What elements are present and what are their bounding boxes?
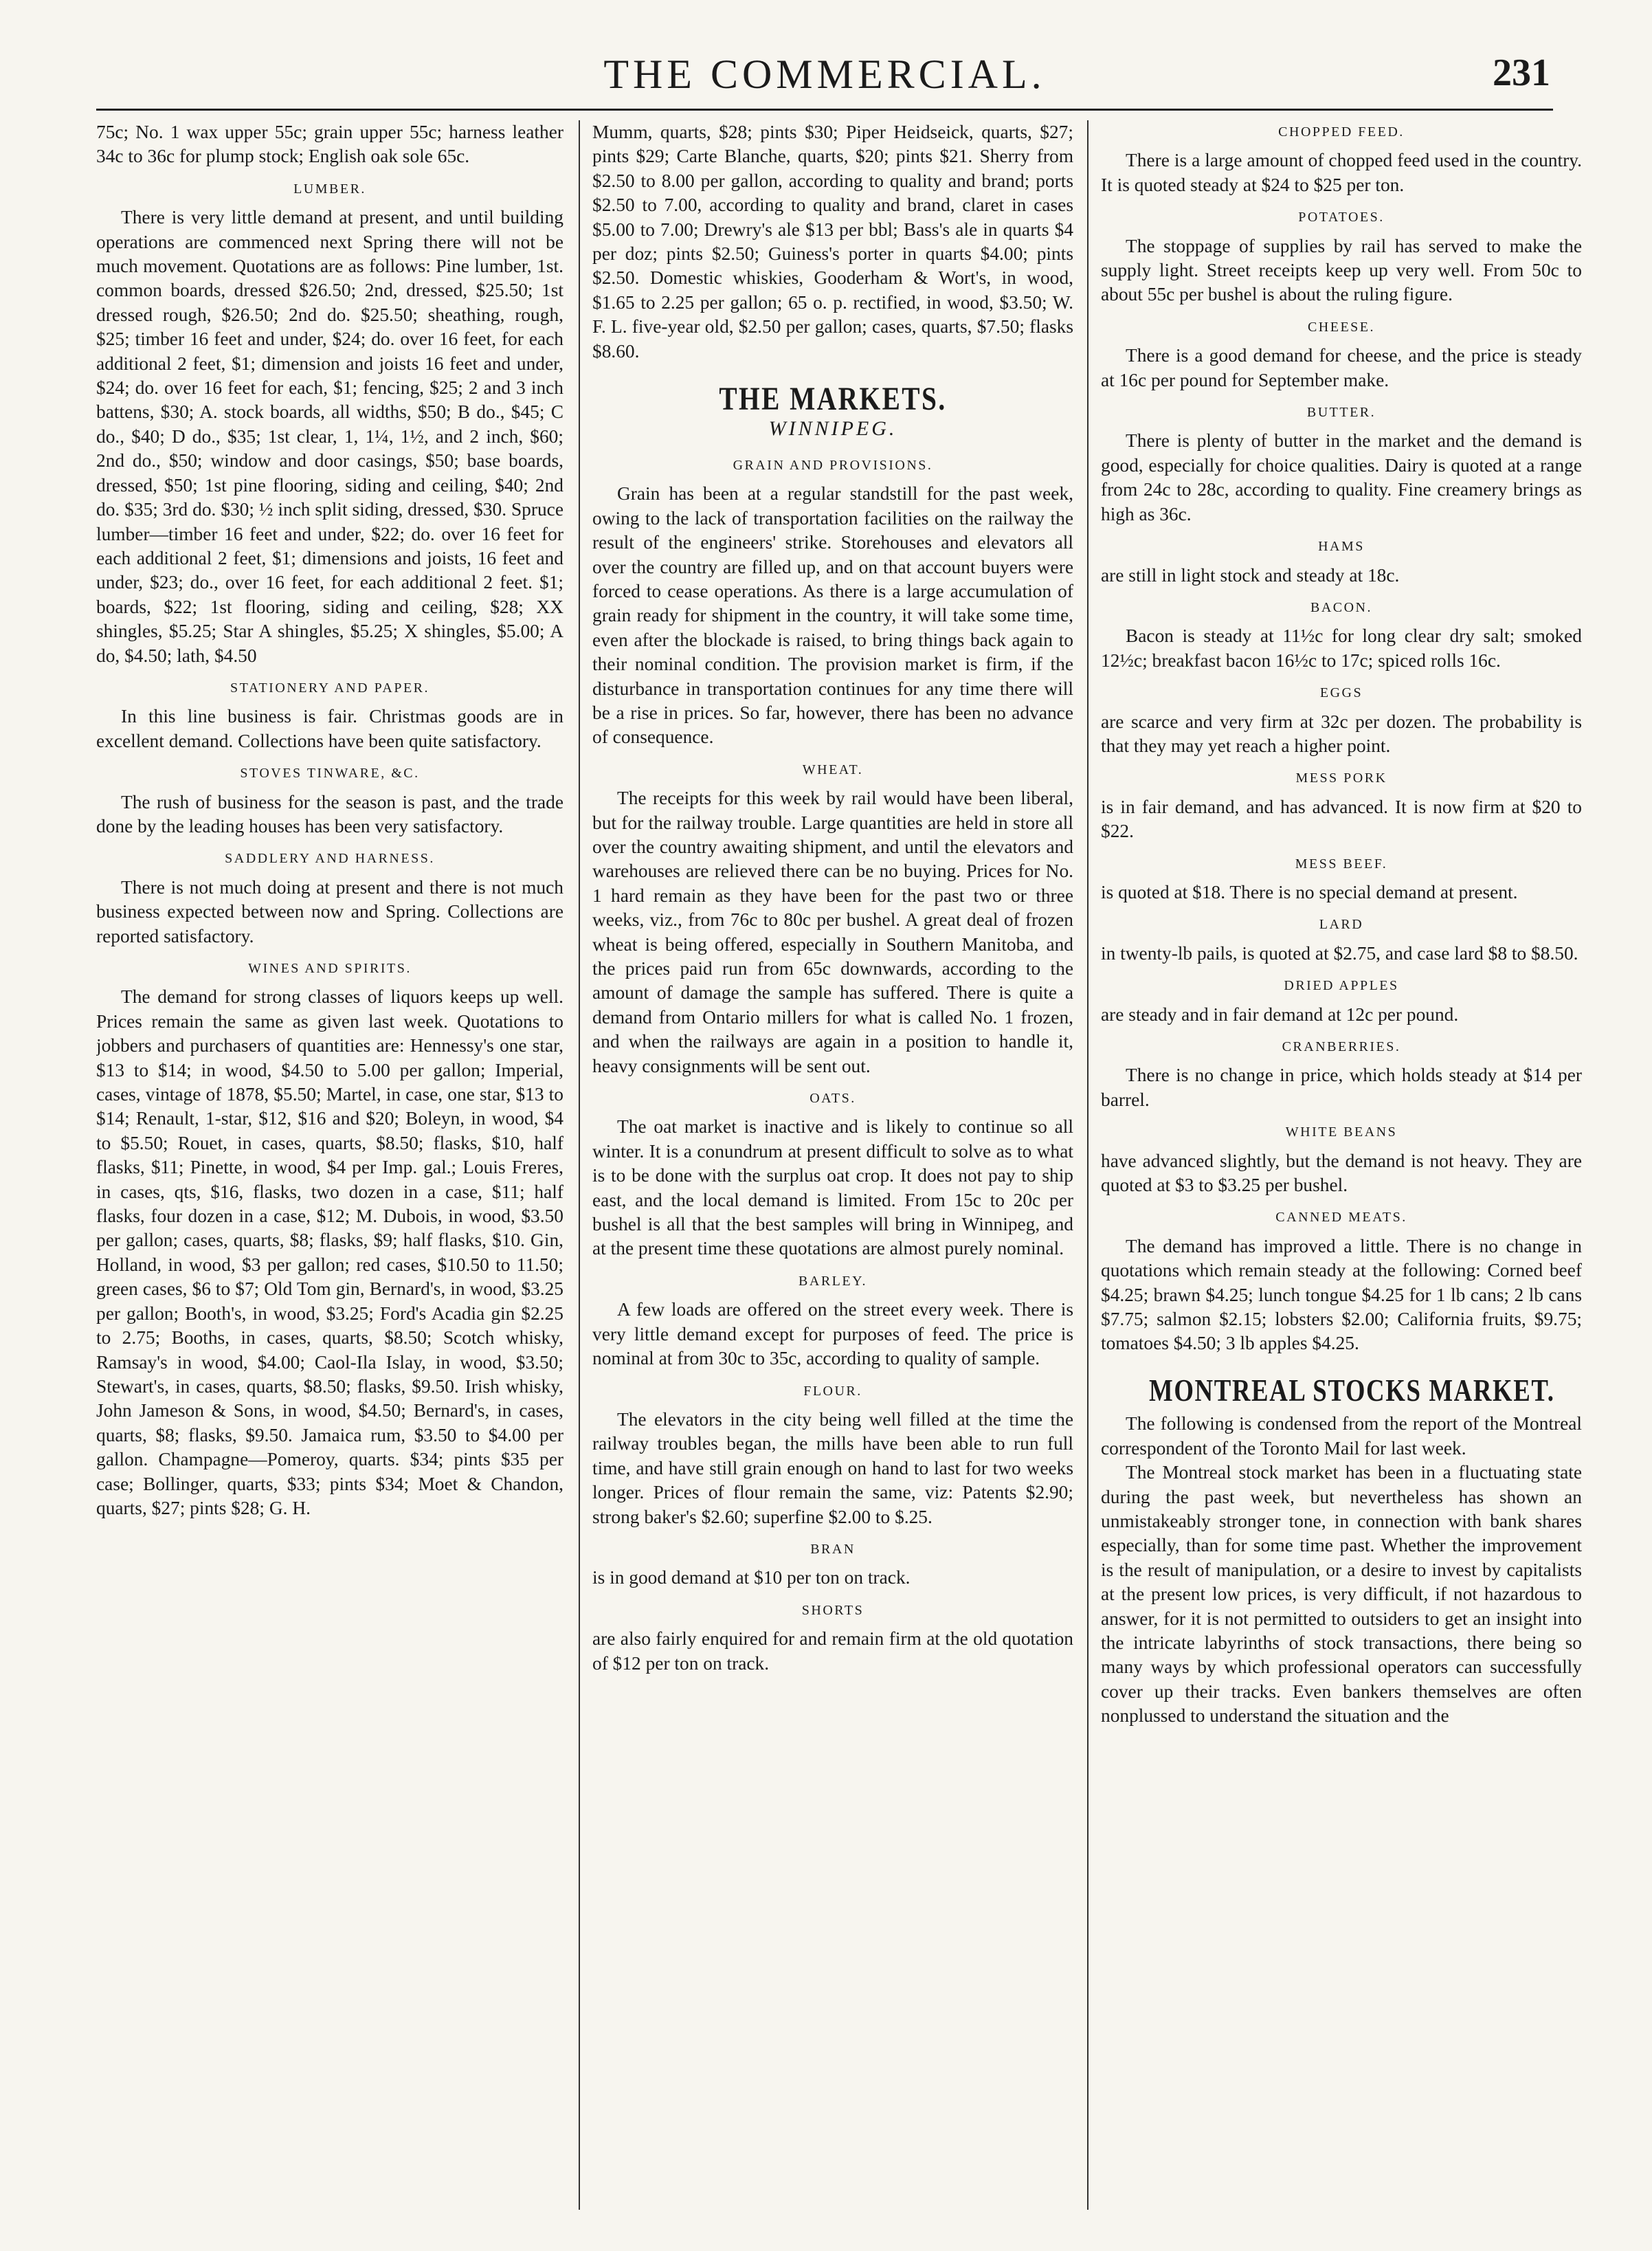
heading-shorts: SHORTS — [801, 1602, 864, 1618]
heading-flour: FLOUR. — [803, 1383, 862, 1399]
heading-wheat: WHEAT. — [802, 762, 864, 777]
leather-continued: 75c; No. 1 wax upper 55c; grain upper 55c; harness leather 34c to 36c for plump stock; English oak sole 65c. — [96, 122, 563, 167]
heading-hams: HAMS — [1318, 539, 1365, 555]
heading-cranberries: CRANBERRIES. — [1282, 1039, 1401, 1054]
heading-lumber: LUMBER. — [293, 181, 366, 197]
column-2 — [592, 120, 1073, 2210]
markets-subtitle: WINNIPEG. — [768, 417, 897, 441]
dried-apples-text: are steady and in fair demand at 12c per pound. — [1101, 1003, 1459, 1025]
wheat-text: The receipts for this week by rail would have been liberal, but for the railway trouble. Large quantities are held in store all over the country awaiting shipment, and until the elevators and warehouses are relieved there can be no buying. Prices for No. 1 hard remain as they have been for the past two or three weeks, viz., from 76c to 80c per bushel. A great deal of frozen wheat is being offered, especially in Southern Manitoba, and the prices paid run from 65c downwards, according to the amount of damage the sample has suffered. There is quite a demand from Ontario millers for what is called No. 1 frozen, and when the railways are again in a position to handle it, heavy consignments will be sent out. — [592, 788, 1073, 1076]
markets-title: THE MARKETS. — [719, 381, 947, 418]
cheese-text: There is a good demand for cheese, and the price is steady at 16c per pound for September make. — [1101, 345, 1582, 390]
grain-text: Grain has been at a regular standstill for the past week, owing to the lack of transportation facilities on the railway the result of the engineers' strike. Storehouses and elevators all over the country are filled up, and on that account buyers were forced to cease operations. As there is a large accumulation of grain ready for shipment in the country, it will take some time, even after the blockade is raised, to bring things back again to their nominal condition. The provision market is firm, if the disturbance in transportation continues for any time there will be a rise in prices. So far, however, there has been no advance of consequence. — [592, 483, 1073, 748]
mess-pork-text: is in fair demand, and has advanced. It is now firm at $20 to $22. — [1101, 796, 1582, 842]
bacon-text: Bacon is steady at 11½c for long clear dry salt; smoked 12½c; breakfast bacon 16½c to 17c; spiced rolls 16c. — [1101, 625, 1582, 671]
lard-text: in twenty-lb pails, is quoted at $2.75, and case lard $8 to $8.50. — [1101, 942, 1578, 964]
stationery-text: In this line business is fair. Christmas goods are in excellent demand. Collections have been quite satisfactory. — [96, 706, 563, 751]
shorts-text: are also fairly enquired for and remain firm at the old quotation of $12 per ton on track. — [592, 1628, 1073, 1674]
butter-text: There is plenty of butter in the market and the demand is good, especially for choice qualities. Dairy is quoted at a range from 24c to 28c, according to quality. Fine creamery brings as high as 36c. — [1101, 430, 1582, 524]
stocks-body: The Montreal stock market has been in a fluctuating state during the past week, but nevertheless has shown an unmistakeably stronger tone, in connection with bank shares especially, than for some time past. Whether the improvement is the result of manipulation, or a desire to invest by capitalists at the present low prices, is very difficult, if not hazardous to answer, for it is not permitted to outsiders to get an insight into the intricate labyrinths of stock transactions, there being so many ways by which professional operators can successfully cover up their tracks. Even bankers themselves are often nonplussed to understand the situation and the — [1101, 1462, 1582, 1727]
lumber-text: There is very little demand at present, and until building operations are commenced next Spring there will not be much movement. Quotations are as follows: Pine lumber, 1st. common boards, dressed $26.50; 2nd, dressed, $25.50; 1st dressed rough, $26.50; 2nd do. $25.50; sheathing, rough, $25; timber 16 feet and under, $24; do. over 16 feet, for each additional 2 feet, $1; dimension and joists 16 feet and under, $24; do. over 16 feet for each, $1; fencing, $25; 2 and 3 inch battens, $30; A. stock boards, all widths, $50; B do., $45; C do., $40; D do., $35; 1st clear, 1, 1¼, 1½, and 2 inch, $60; 2nd do., $50; window and door casings, $50; base boards, dressed, $50; 1st pine flooring, siding and ceiling, $40; 2nd do. $35; 3rd do. $30; ½ inch split siding, dressed, $30. Spruce lumber—timber 16 feet and under, $22; do. over 16 feet for each additional 2 feet, $1; dimensions and joists, 16 feet and under, $23; do., over 16 feet, for each additional 2 feet. $1; boards, $22; 1st flooring, siding and ceiling, $28; XX shingles, $5.25; Star A shingles, $5.25; X shingles, $5.00; A do, $4.50; lath, $4.50 — [96, 207, 563, 666]
saddlery-text: There is not much doing at present and there is not much business expected between now and Spring. Collections are reported satisfactory. — [96, 876, 563, 946]
heading-eggs: EGGS — [1319, 685, 1363, 701]
heading-saddlery: SADDLERY AND HARNESS. — [225, 851, 435, 867]
wines-text: The demand for strong classes of liquors keeps up well. Prices remain the same as given last week. Quotations to jobbers and purchasers of quantities are: Hennessy's one star, $13 to $14; in wood, $4.50 to 5.00 per gallon; Imperial, cases, vintage of 1878, $5.50; Martel, in case, one star, $13 to $14; Renault, 1-star, $12, $16 and $20; Boleyn, in wood, $4 to $5.50; Rouet, in cases, quarts, $8.50; flasks, $10, half flasks, $11; Pinette, in wood, $4 per Imp. gal.; Louis Freres, in cases, qts, $16, flasks, two dozen in a case, $11; half flasks, four dozen in a case, $12; M. Dubois, in wood, $3.50 per gallon; cases, quarts, $8; flasks, $9; half flasks, $10. Gin, Holland, in wood, $3 per gallon; red cases, $10.50 to 11.50; green cases, $6 to $7; Old Tom gin, Bernard's, in wood, $3.25 per gallon; Booth's, in wood, $3.25; Ford's Acadia gin $2.25 to 2.75; Booths, in cases, quarts, $8.50; Scotch whisky, Ramsay's in wood, $4.00; Caol-Ila Islay, in wood, $3.50; Stewart's, in cases, quarts, $8.50; flasks, $9.50. Irish whisky, John Jameson & Sons, in wood, $4.50; Bernard's, in cases, quarts, $8; flasks, $9.50. Jamaica rum, $3.50 to $4.00 per gallon. Champagne—Pomeroy, quarts. $34; pints $35 per case; Bollinger, quarts, $33; pints $34; Moet & Chandon, quarts, $27; pints $28; G. H. — [96, 986, 563, 1518]
stocks-intro: The following is condensed from the report of the Montreal correspondent of the Toronto Mail for last week. — [1101, 1413, 1582, 1459]
heading-mess-pork: MESS PORK — [1295, 770, 1387, 786]
page-number: 231 — [1493, 52, 1550, 94]
heading-stationery: STATIONERY AND PAPER. — [230, 680, 430, 696]
heading-stoves: STOVES TINWARE, &C. — [240, 766, 420, 781]
stoves-text: The rush of business for the season is past, and the trade done by the leading houses has been very satisfactory. — [96, 791, 563, 836]
masthead — [96, 43, 1553, 111]
heading-wines: WINES AND SPIRITS. — [248, 961, 412, 976]
heading-cheese: CHEESE. — [1307, 319, 1376, 335]
heading-white-beans: WHITE BEANS — [1285, 1124, 1398, 1140]
cranberries-text: There is no change in price, which holds steady at $14 per barrel. — [1101, 1065, 1582, 1110]
heading-bran: BRAN — [810, 1541, 856, 1557]
stocks-title: MONTREAL STOCKS MARKET. — [1149, 1372, 1555, 1408]
mess-beef-text: is quoted at $18. There is no special demand at present. — [1101, 881, 1518, 902]
column-3 — [1101, 120, 1582, 2210]
heading-potatoes: POTATOES. — [1298, 210, 1385, 225]
heading-dried-apples: DRIED APPLES — [1284, 978, 1399, 994]
column-rule-right — [1087, 120, 1089, 2210]
bran-text: is in good demand at $10 per ton on track. — [592, 1567, 911, 1588]
heading-chopped-feed: CHOPPED FEED. — [1278, 124, 1405, 140]
column-1 — [96, 120, 563, 2210]
column-rule-left — [579, 120, 580, 2210]
heading-barley: BARLEY. — [799, 1273, 867, 1289]
oats-text: The oat market is inactive and is likely to continue so all winter. It is a conundrum at present difficult to solve as to what is to be done with the surplus oat crop. It does not pay to ship east, and the local demand is limited. From 15c to 20c per bushel is all that the best samples will bring in Winnipeg, and at the present time these quotations are almost purely nominal. — [592, 1116, 1073, 1259]
white-beans-text: have advanced slightly, but the demand is not heavy. They are quoted at $3 to $3.25 per bushel. — [1101, 1150, 1582, 1196]
heading-lard: LARD — [1319, 917, 1364, 933]
chopped-feed-text: There is a large amount of chopped feed used in the country. It is quoted steady at $24 to $25 per ton. — [1101, 150, 1582, 195]
heading-oats: OATS. — [810, 1091, 856, 1107]
heading-butter: BUTTER. — [1306, 405, 1376, 421]
potatoes-text: The stoppage of supplies by rail has served to make the supply light. Street receipts keep up very well. From 50c to about 55c per bushel is about the ruling figure. — [1101, 235, 1582, 305]
heading-bacon: BACON. — [1310, 599, 1372, 615]
barley-text: A few loads are offered on the street every week. There is very little demand except for purposes of feed. The price is nominal at from 30c to 35c, according to quality of sample. — [592, 1299, 1073, 1369]
canned-meats-text: The demand has improved a little. There is no change in quotations which remain steady at the following: Corned beef $4.25; brawn $4.25; lunch tongue $4.25 for 1 lb cans; 2 lb cans $7.75; salmon $2.15; lobsters $2.00; California fruits, $9.75; tomatoes $4.50; 3 lb apples $4.25. — [1101, 1235, 1582, 1354]
hams-text: are still in light stock and steady at 18c. — [1101, 564, 1400, 586]
flour-text: The elevators in the city being well filled at the time the railway troubles began, the mills have been able to run full time, and have still grain enough on hand to last for two weeks longer. Prices of flour remain the same, viz: Patents $2.90; strong baker's $2.60; superfine $2.00 to $.25. — [592, 1408, 1073, 1527]
newspaper-title: THE COMMERCIAL. — [603, 52, 1046, 97]
heading-grain: GRAIN AND PROVISIONS. — [733, 457, 933, 473]
heading-canned-meats: CANNED MEATS. — [1275, 1210, 1407, 1226]
wines-continued: Mumm, quarts, $28; pints $30; Piper Heidseick, quarts, $27; pints $29; Carte Blanche, quarts, $20; pints $21. Sherry from $2.50 to 8.00 per gallon, according to quality and brand; ports $2.50 to 7.00, according to quality and brand, claret in cases $5.00 to 7.00; Drewry's ale $13 per bbl; Bass's ale in quarts $4 per doz; pints $2.50; Guiness's porter in quarts $4.00; pints $2.50. Domestic whiskies, Gooderham & Wort's, in wood, $1.65 to 2.25 per gallon; 65 o. p. rectified, in wood, $3.50; W. F. L. five-year old, $2.50 per gallon; cases, quarts, $7.50; flasks $8.60. — [592, 122, 1073, 362]
heading-mess-beef: MESS BEEF. — [1295, 856, 1388, 872]
eggs-text: are scarce and very firm at 32c per dozen. The probability is that they may yet reach a higher point. — [1101, 711, 1582, 756]
